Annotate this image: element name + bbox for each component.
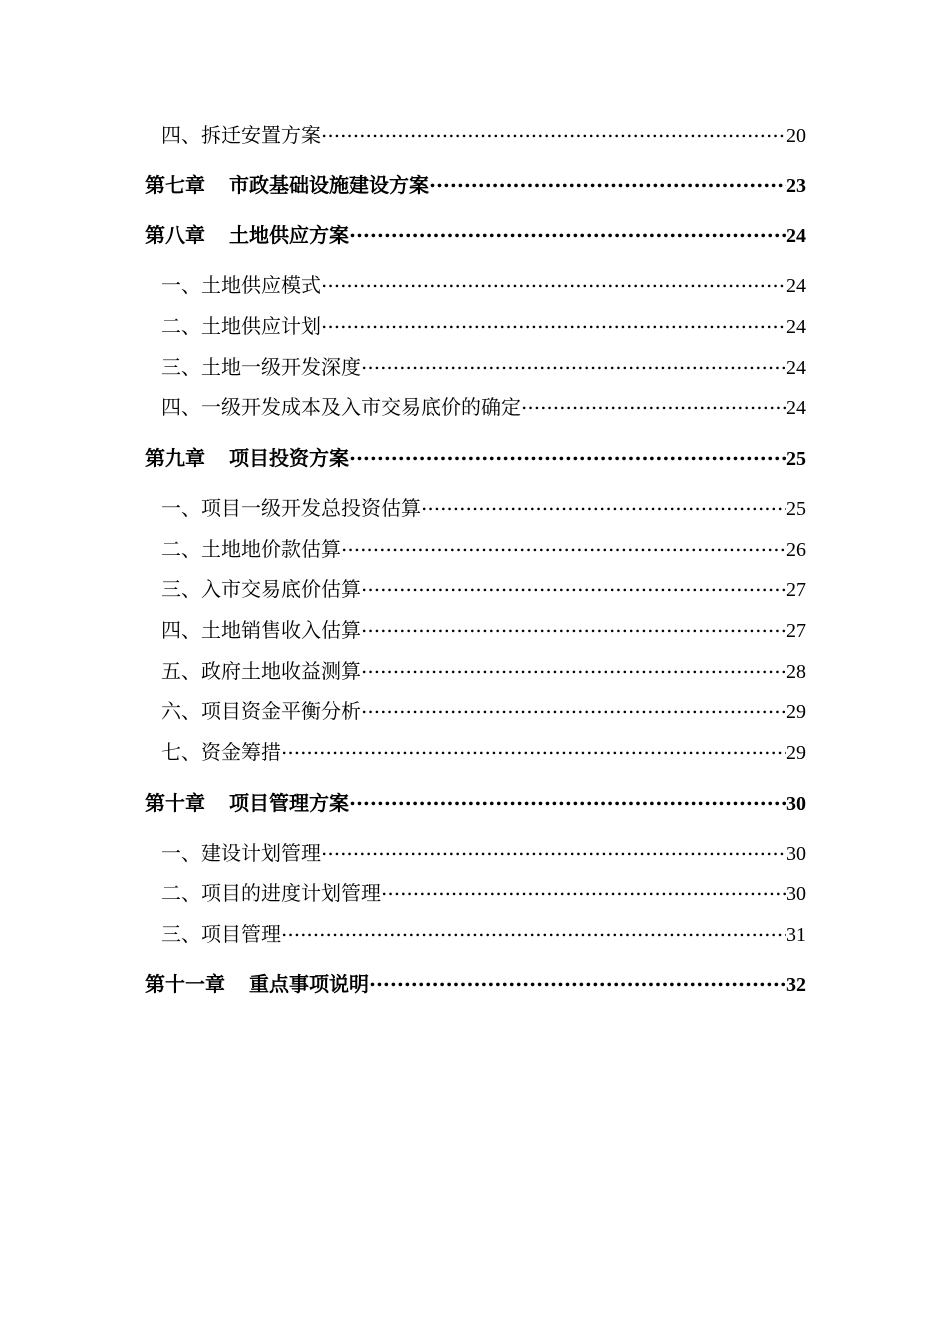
dot-leader [321, 836, 786, 860]
dot-leader [281, 735, 786, 759]
toc-chapter[interactable] [145, 168, 806, 197]
toc-entry-title: 三、入市交易底价估算 [161, 577, 361, 601]
toc-chapter-title [145, 791, 349, 815]
chapter-number: 第十一章 [145, 972, 225, 996]
dot-leader [361, 613, 786, 637]
toc-chapter-title [145, 972, 369, 996]
toc-page-number: 25 [786, 498, 806, 520]
toc-entry[interactable] [161, 694, 806, 723]
toc-page-number: 25 [786, 448, 806, 470]
toc-page-number: 24 [786, 397, 806, 419]
toc-entry-title: 一、土地供应模式 [161, 273, 321, 297]
dot-leader [361, 350, 786, 374]
toc-page-number: 27 [786, 579, 806, 601]
toc-page-number: 24 [786, 225, 806, 247]
chapter-number: 第九章 [145, 446, 205, 470]
toc-entry-title: 二、土地地价款估算 [161, 537, 341, 561]
toc-entry[interactable] [161, 390, 806, 419]
toc-page-number: 31 [786, 924, 806, 946]
chapter-number: 第七章 [145, 173, 205, 197]
toc-page-number: 20 [786, 125, 806, 147]
chapter-label: 重点事项说明 [249, 972, 369, 996]
toc-entry[interactable] [161, 735, 806, 764]
toc-page-number: 32 [786, 974, 806, 996]
toc-entry[interactable] [161, 876, 806, 905]
chapter-number: 第十章 [145, 791, 205, 815]
dot-leader [361, 572, 786, 596]
dot-leader [361, 654, 786, 678]
toc-chapter-title [145, 173, 429, 197]
toc-page-number: 23 [786, 175, 806, 197]
toc-chapter-title [145, 223, 349, 247]
chapter-label: 土地供应方案 [229, 223, 349, 247]
toc-page-number: 24 [786, 316, 806, 338]
dot-leader [429, 168, 786, 192]
toc-chapter[interactable] [145, 786, 806, 815]
dot-leader [321, 268, 786, 292]
toc-page-number: 26 [786, 539, 806, 561]
toc-entry[interactable] [161, 350, 806, 379]
chapter-label: 项目投资方案 [229, 446, 349, 470]
toc-entry-title: 二、项目的进度计划管理 [161, 881, 381, 905]
toc-chapter[interactable] [145, 967, 806, 996]
toc-entry[interactable] [161, 118, 806, 147]
chapter-label: 市政基础设施建设方案 [229, 173, 429, 197]
toc-page-number: 28 [786, 661, 806, 683]
toc-entry-title: 七、资金筹措 [161, 740, 281, 764]
toc-entry[interactable] [161, 309, 806, 338]
toc-entry-title: 五、政府土地收益测算 [161, 659, 361, 683]
toc-entry-title: 四、一级开发成本及入市交易底价的确定 [161, 395, 521, 419]
dot-leader [321, 118, 786, 142]
toc-entry[interactable] [161, 572, 806, 601]
chapter-number: 第八章 [145, 223, 205, 247]
dot-leader [281, 917, 786, 941]
toc-page-number: 27 [786, 620, 806, 642]
toc-entry[interactable] [161, 654, 806, 683]
toc-entry[interactable] [161, 491, 806, 520]
toc-entry-title: 一、项目一级开发总投资估算 [161, 496, 421, 520]
dot-leader [349, 441, 786, 465]
toc-chapter[interactable] [145, 218, 806, 247]
toc-entry-title: 六、项目资金平衡分析 [161, 699, 361, 723]
toc-page-number: 29 [786, 701, 806, 723]
dot-leader [321, 309, 786, 333]
toc-entry-title: 二、土地供应计划 [161, 314, 321, 338]
dot-leader [421, 491, 786, 515]
dot-leader [369, 967, 786, 991]
toc-page-number: 30 [786, 793, 806, 815]
toc-entry-title: 三、项目管理 [161, 922, 281, 946]
toc-page-number: 24 [786, 275, 806, 297]
toc-entry[interactable] [161, 836, 806, 865]
toc-page-number: 24 [786, 357, 806, 379]
toc-chapter-title [145, 446, 349, 470]
toc-entry[interactable] [161, 532, 806, 561]
toc-entry-title: 三、土地一级开发深度 [161, 355, 361, 379]
dot-leader [341, 532, 786, 556]
toc-page-number: 30 [786, 883, 806, 905]
chapter-label: 项目管理方案 [229, 791, 349, 815]
toc-entry-title: 一、建设计划管理 [161, 841, 321, 865]
toc-entry-title: 四、土地销售收入估算 [161, 618, 361, 642]
toc-entry[interactable] [161, 268, 806, 297]
dot-leader [349, 218, 786, 242]
dot-leader [381, 876, 786, 900]
dot-leader [349, 786, 786, 810]
toc-page-number: 29 [786, 742, 806, 764]
toc-entry[interactable] [161, 917, 806, 946]
dot-leader [521, 390, 786, 414]
toc-page-number: 30 [786, 843, 806, 865]
toc-entry[interactable] [161, 613, 806, 642]
dot-leader [361, 694, 786, 718]
toc-chapter[interactable] [145, 441, 806, 470]
toc-entry-title: 四、拆迁安置方案 [161, 123, 321, 147]
